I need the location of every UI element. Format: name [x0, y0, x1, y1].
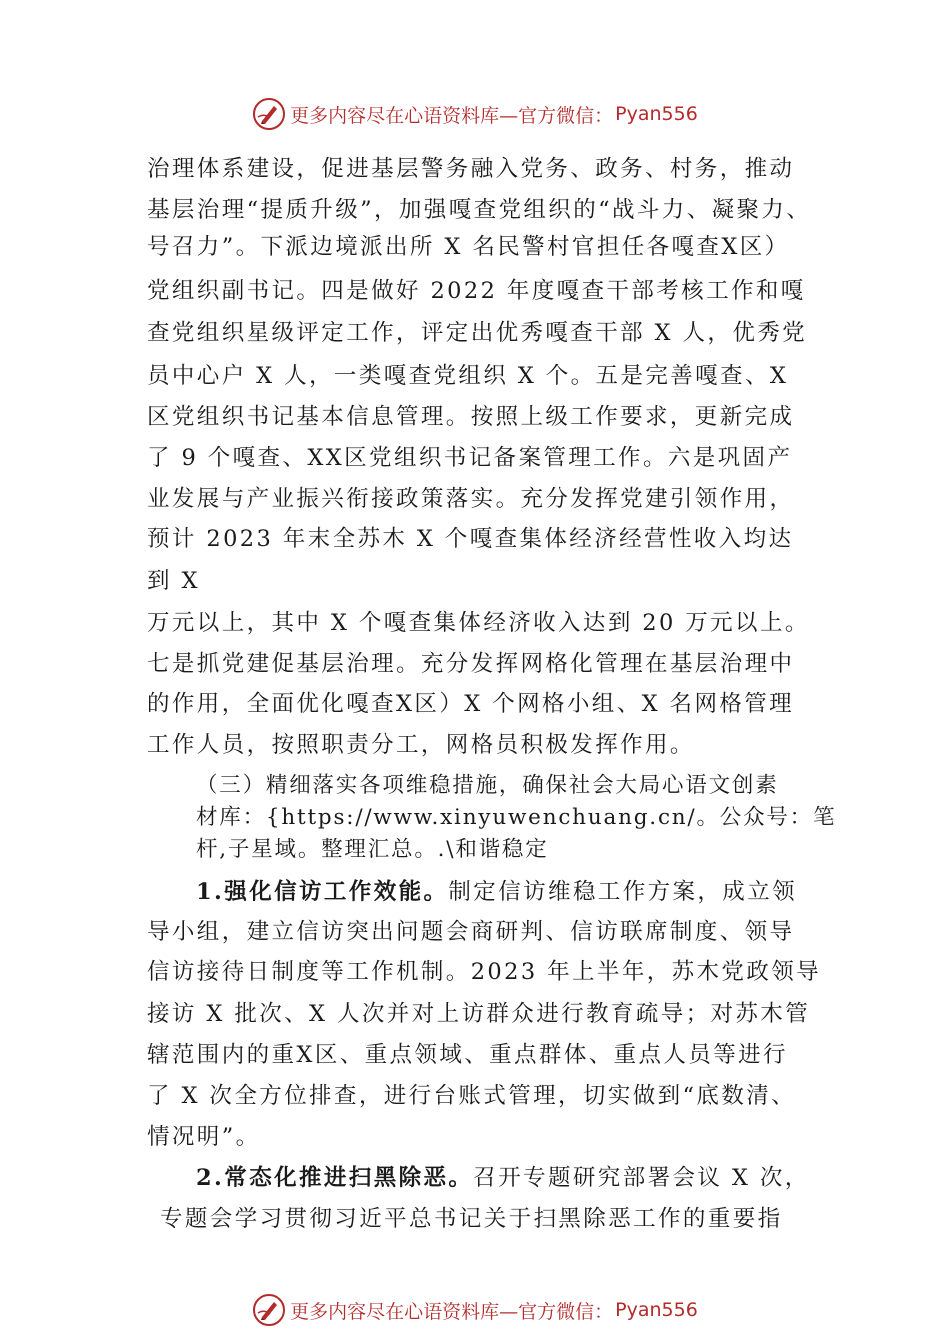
item2-first-rest: 召开专题研究部署会议 X 次， [473, 1165, 810, 1191]
text-line: 员中心户 X 人，一类嘎查党组织 X 个。五是完善嘎查、Ⅹ [147, 363, 789, 389]
text-line: 查党组织星级评定工作，评定出优秀嘎查干部 X 人，优秀党 [147, 320, 808, 346]
text-line: 区党组织书记基本信息管理。按照上级工作要求，更新完成 [147, 404, 795, 430]
item2-first-line [196, 1163, 810, 1193]
text-line: 的作用，全面优化嘎查Ⅹ区）X 个网格小组、X 名网格管理 [147, 691, 795, 717]
text-line: 治理体系建设，促进基层警务融入党务、政务、村务，推动 [147, 156, 795, 182]
section-heading: 材库：{https://www.xinyuwenchuang.cn/。公众号：笔 [196, 805, 837, 830]
text-line: 万元以上，其中 X 个嘎查集体经济收入达到 20 万元以上。 [147, 610, 810, 636]
text-line: 七是抓党建促基层治理。充分发挥网格化管理在基层治理中 [147, 651, 795, 677]
item2-heading: 2.常态化推进扫黑除恶。 [196, 1165, 474, 1191]
text-line: 工作人员，按照职责分工，网格员积极发挥作用。 [147, 732, 695, 758]
text-line: 导小组，建立信访突出问题会商研判、信访联席制度、领导 [147, 919, 795, 945]
item1-heading: 1.强化信访工作效能。 [196, 879, 449, 905]
banner-text: 更多内容尽在心语资料库—官方微信： [290, 1300, 614, 1323]
pen-logo-icon [252, 1293, 286, 1327]
footer-banner [0, 1288, 950, 1332]
text-line: 情况明”。 [147, 1124, 261, 1150]
banner-text: 更多内容尽在心语资料库—官方微信： [290, 104, 614, 127]
text-line: 辖范围内的重Ⅹ区、重点领域、重点群体、重点人员等进行 [147, 1042, 788, 1068]
item1-first-line [196, 877, 797, 907]
banner-wechat-id: Pyan556 [615, 1299, 698, 1321]
text-line: 接访 X 批次、X 人次并对上访群众进行教育疏导；对苏木管 [147, 1001, 811, 1027]
text-line: 专题会学习贯彻习近平总书记关于扫黑除恶工作的重要指 [160, 1206, 783, 1232]
text-line: 信访接待日制度等工作机制。2023 年上半年，苏木党政领导 [147, 959, 822, 985]
header-banner [0, 92, 950, 136]
section-heading: 杆,子星域。整理汇总。.\和谐稳定 [196, 837, 549, 862]
text-line: 党组织副书记。四是做好 2022 年度嘎查干部考核工作和嘎 [147, 278, 806, 304]
text-line: 了 X 次全方位排查，进行台账式管理，切实做到“底数清、 [147, 1083, 797, 1109]
text-line: 到 X [147, 568, 200, 594]
text-line: 预计 2023 年末全苏木 X 个嘎查集体经济经营性收入均达 [147, 526, 794, 552]
banner-wechat-id: Pyan556 [615, 103, 698, 125]
item1-first-rest: 制定信访维稳工作方案，成立领 [448, 879, 797, 905]
text-line: 号召力”。下派边境派出所 X 名民警村官担任各嘎查Ⅹ区） [147, 234, 790, 260]
section-heading: （三）精细落实各项维稳措施，确保社会大局心语文创素 [196, 773, 779, 798]
text-line: 业发展与产业振兴衔接政策落实。充分发挥党建引领作用， [147, 486, 795, 512]
pen-logo-icon [252, 97, 286, 131]
text-line: 了 9 个嘎查、XⅩ区党组织书记备案管理工作。六是巩固产 [147, 445, 793, 471]
text-line: 基层治理“提质升级”，加强嘎查党组织的“战斗力、凝聚力、 [147, 197, 812, 223]
